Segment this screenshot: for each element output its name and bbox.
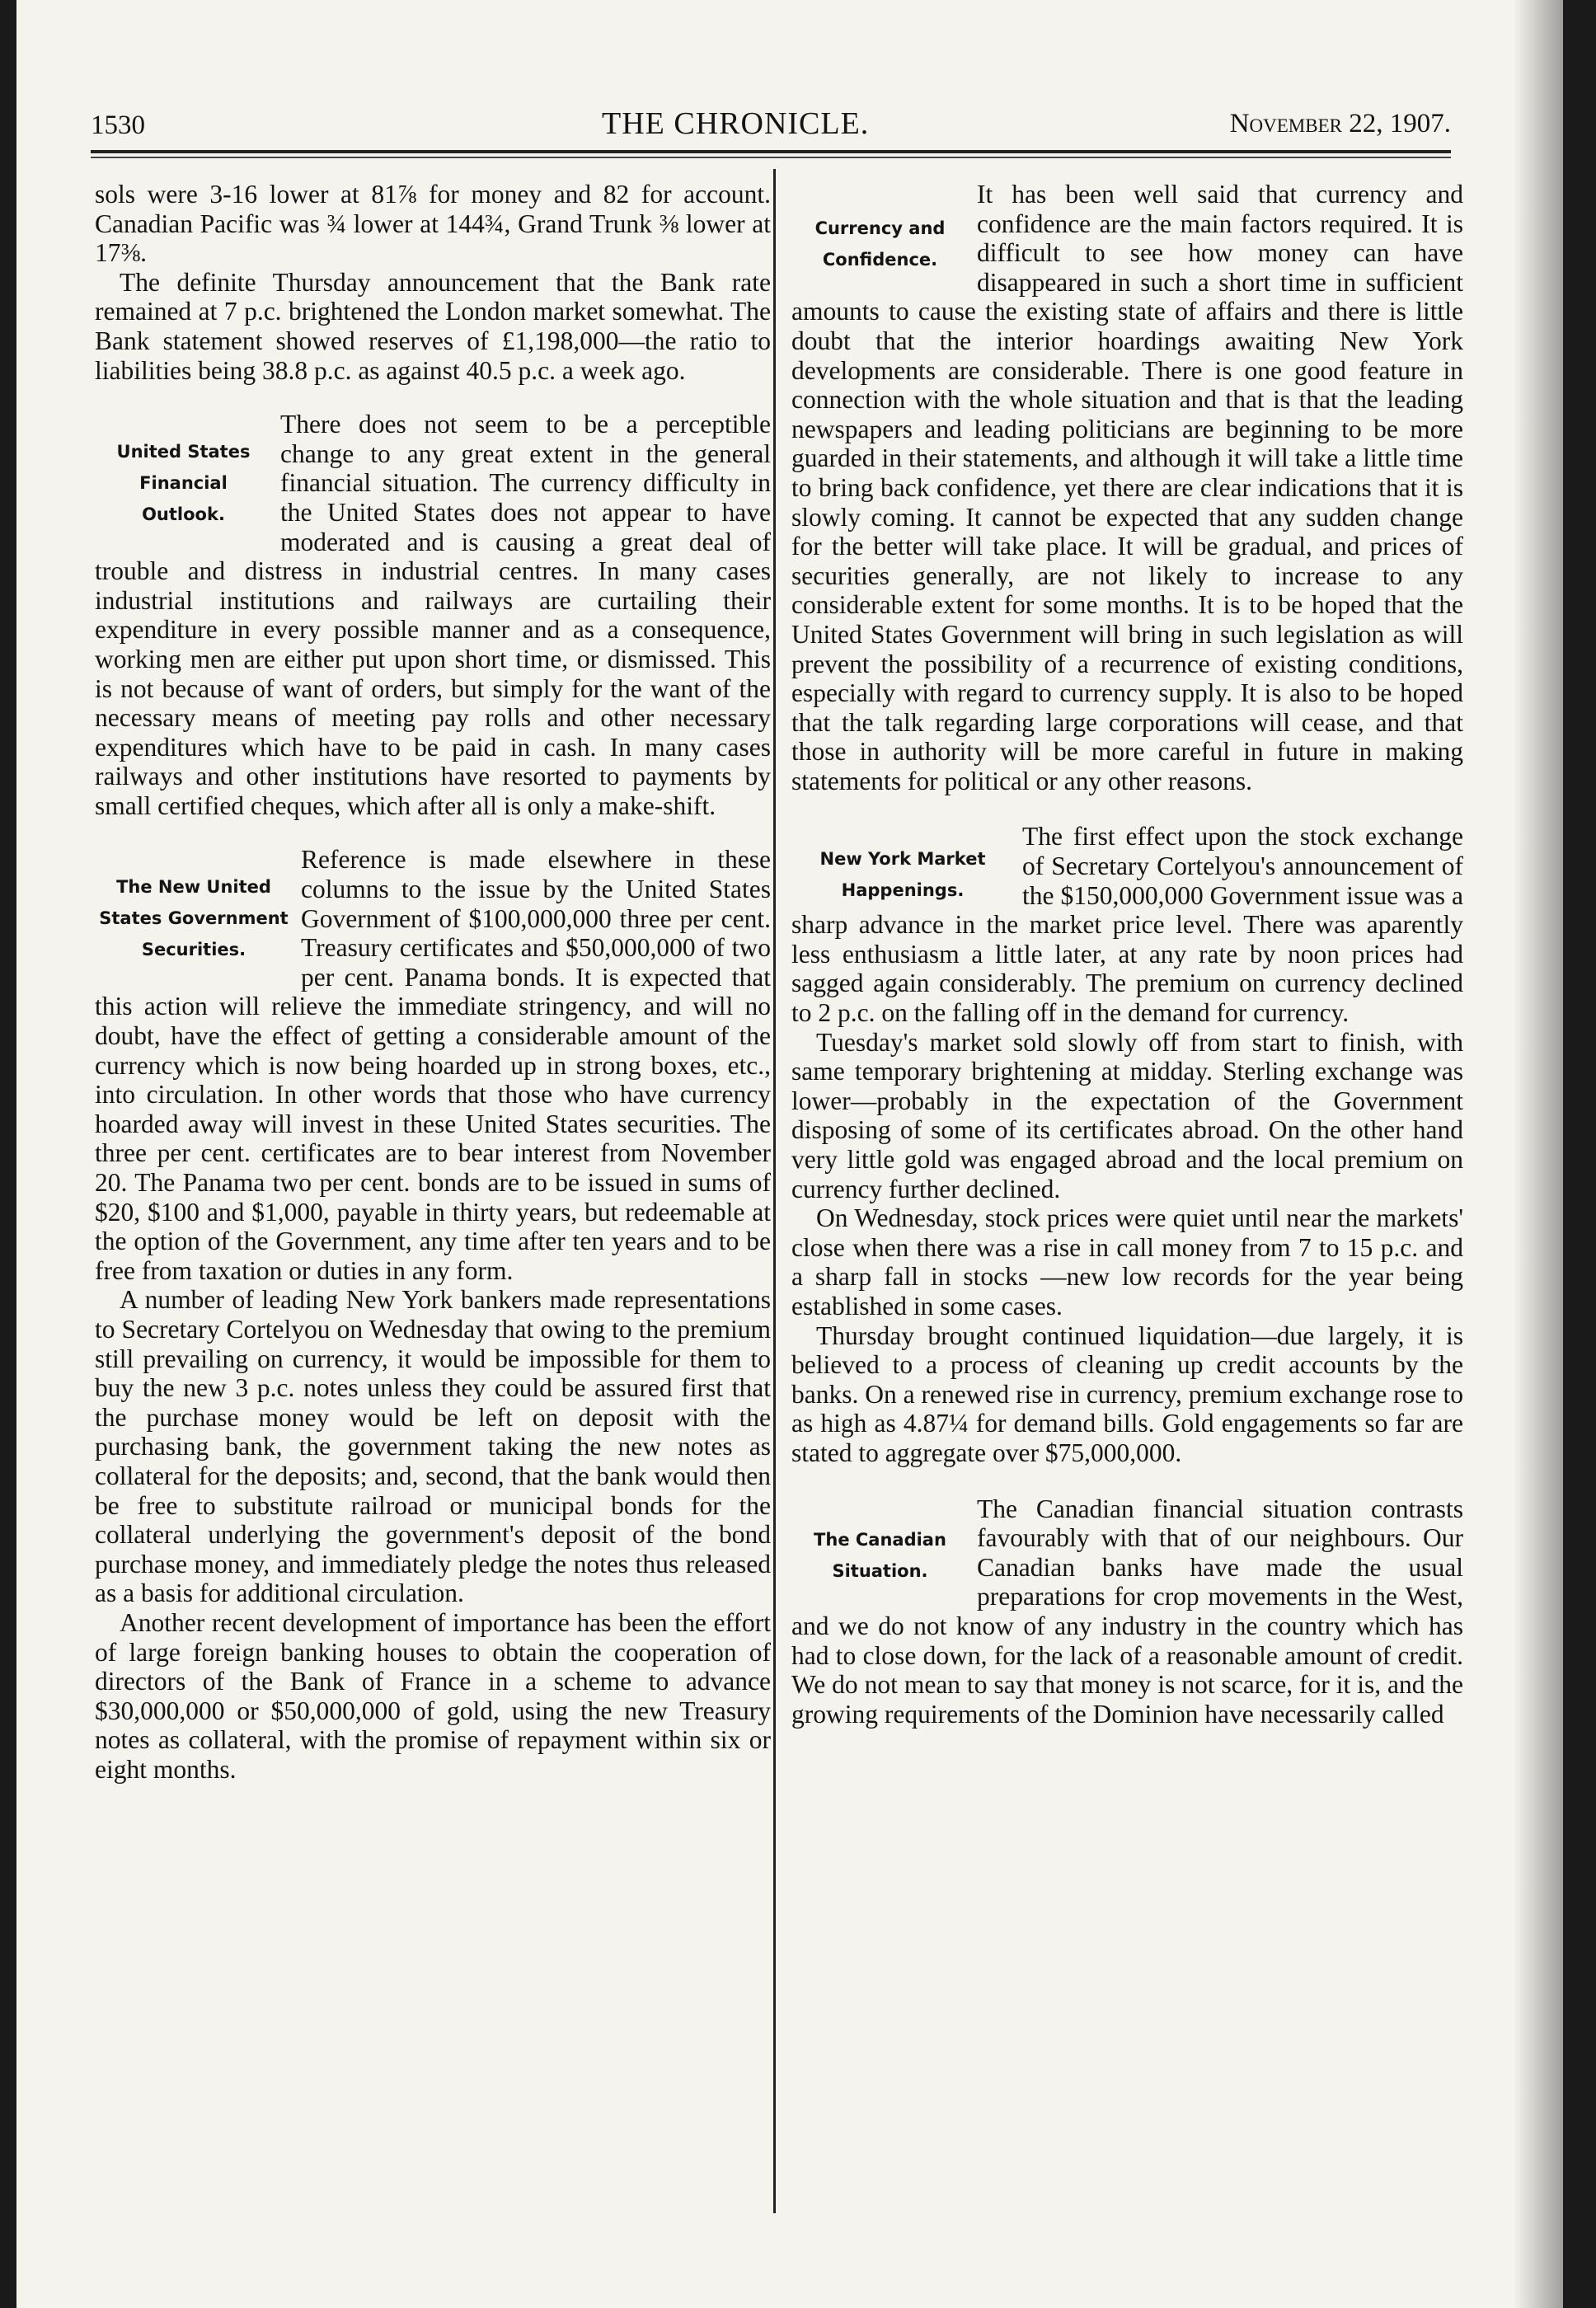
sidehead-line: The New United (116, 877, 271, 898)
sidehead-line: Happenings. (841, 880, 965, 901)
left-column (95, 180, 771, 1784)
header-rule (91, 150, 1451, 153)
header-rule-thin (91, 157, 1451, 158)
article-paragraph: The first effect upon the stock exchange of Secretary Cortelyou's announcement of the $150,000,000 Government issue was a sharp advance in the market price level. There was aparently less enthusiasm a little later, at any rate by noon prices had sagged again considerably. The premium on currency declined to 2 p.c. on the falling off in the demand for currency. (791, 822, 1463, 1028)
section-canadian-situation (791, 1494, 1463, 1729)
page-edge-shadow (1514, 0, 1563, 2308)
article-paragraph: Reference is made elsewhere in these columns to the issue by the United States Government of $100,000,000 three per cent. Treasury certificates and $50,000,000 of two per cent. Panama bonds. It is expected that this action will relieve the immediate stringency, and will no doubt, have the effect of getting a considerable amount of the currency which is now being hoarded up in strong boxes, etc., into circulation. In other words that those who have currency hoarded away will invest in these United States securities. The three per cent. certificates are to bear interest from November 20. The Panama two per cent. bonds are to be issued in sums of $20, $100 and $1,000, payable in thirty years, but redeemable at the option of the Government, any time after ten years and to be free from taxation or duties in any form. (95, 845, 771, 1285)
section-sidehead (791, 213, 969, 275)
right-column (791, 180, 1463, 1729)
article-paragraph: A number of leading New York bankers made representations to Secretary Cortelyou on Wednesday that owing to the premium still prevailing on currency, it would be impossible for them to buy the new 3 p.c. notes unless they could be assured first that the purchase money would be left on deposit with the purchasing bank, the government taking the new notes as collateral for the deposits; and, second, that the bank would then be free to substitute railroad or municipal bonds for the collateral underlying the government's deposit of the bond purchase money, and immediately pledge the notes thus released as a basis for additional circulation. (95, 1285, 771, 1608)
column-divider (773, 169, 776, 2213)
sidehead-line: States Government (99, 908, 289, 929)
sidehead-line: Outlook. (142, 504, 225, 525)
publication-title: THE CHRONICLE. (602, 106, 870, 141)
sidehead-line: The Canadian (814, 1529, 946, 1550)
sidehead-line: Confidence. (822, 250, 938, 270)
page-header (91, 106, 1451, 147)
sidehead-line: Currency and (814, 218, 946, 238)
article-paragraph: Tuesday's market sold slowly off from start to finish, with same temporary brightening at midday. Sterling exchange was lower—probably in the expectation of the Government disposing of some of its certificates abroad. On the other hand very little gold was engaged abroad and the local premium on currency further declined. (791, 1027, 1463, 1203)
article-paragraph: The Canadian financial situation contrasts favourably with that of our neighbours. Our Canadian banks have made the usual preparations for crop movements in the West, and we do not know of any industry in the country which has had to close down, for the lack of a reasonable amount of credit. We do not mean to say that money is not scarce, for it is, and the growing requirements of the Dominion have necessarily called (791, 1494, 1463, 1729)
sidehead-line: Financial (139, 473, 228, 494)
article-paragraph: On Wednesday, stock prices were quiet until near the markets' close when there was a rise in call money from 7 to 15 p.c. and a sharp fall in stocks —new low records for the year being established in some cases. (791, 1203, 1463, 1321)
newspaper-page (16, 0, 1563, 2308)
article-paragraph: sols were 3-16 lower at 81⅞ for money and 82 for account. Canadian Pacific was ¾ lower at 144¾, Grand Trunk ⅜ lower at 17⅜. (95, 180, 771, 268)
sidehead-line: New York Market (819, 849, 986, 870)
article-paragraph: Another recent development of importance has been the effort of large foreign banking houses to obtain the cooperation of directors of the Bank of France in a scheme to advance $30,000,000 or $50,000,000 of gold, using the new Treasury notes as collateral, with the promise of repayment within six or eight months. (95, 1607, 771, 1784)
sidehead-line: Situation. (832, 1560, 928, 1581)
article-paragraph: Thursday brought continued liquidation—due largely, it is believed to a process of cleaning up credit accounts by the banks. On a renewed rise in currency, premium exchange rose to as high as 4.87¼ for demand bills. Gold engagements so far are stated to aggregate over $75,000,000. (791, 1321, 1463, 1467)
section-us-financial-outlook (95, 410, 771, 820)
section-sidehead (791, 843, 1014, 906)
section-sidehead (95, 436, 272, 530)
page-number: 1530 (91, 110, 145, 140)
article-paragraph: It has been well said that currency and confidence are the main factors required. It is difficult to see how money can have disappeared in such a short time in sufficient amounts to cause the existing state of affairs and there is little doubt that the interior hoardings awaiting New York developments are considerable. There is one good feature in connection with the whole situation and that is that the leading newspapers and leading politicians are beginning to be more guarded in their statements, and although it will take a little time to bring back confidence, yet there are clear indications that it is slowly coming. It cannot be expected that any sudden change for the better will take place. It will be gradual, and prices of securities generally, are not likely to increase to any considerable extent for some months. It is to be hoped that the United States Government will bring in such legislation as will prevent the possibility of a recurrence of existing conditions, especially with regard to currency supply. It is also to be hoped that the talk regarding large corporations will cease, and that those in authority will be more careful in future in making statements for political or any other reasons. (791, 180, 1463, 795)
sidehead-line: United States (116, 442, 251, 462)
section-sidehead (791, 1524, 969, 1587)
section-sidehead (95, 871, 293, 965)
section-new-york-market-happenings (791, 822, 1463, 1467)
section-currency-and-confidence (791, 180, 1463, 795)
article-paragraph: The definite Thursday announcement that the Bank rate remained at 7 p.c. brightened the London market somewhat. The Bank statement showed reserves of £1,198,000—the ratio to liabilities being 38.8 p.c. as against 40.5 p.c. a week ago. (95, 267, 771, 385)
sidehead-line: Securities. (141, 940, 246, 960)
section-new-us-government-securities (95, 845, 771, 1784)
article-paragraph: There does not seem to be a perceptible change to any great extent in the general financial situation. The currency difficulty in the United States does not appear to have moderated and is causing a great deal of trouble and distress in industrial centres. In many cases industrial institutions and railways are curtailing their expenditure in every possible manner and as a consequence, working men are either put upon short time, or dismissed. This is not because of want of orders, but simply for the want of the necessary means of meeting pay rolls and other necessary expenditures which have to be paid in cash. In many cases railways and other institutions have resorted to payments by small certified cheques, which after all is only a make-shift. (95, 410, 771, 820)
issue-date: November 22, 1907. (1229, 109, 1451, 138)
